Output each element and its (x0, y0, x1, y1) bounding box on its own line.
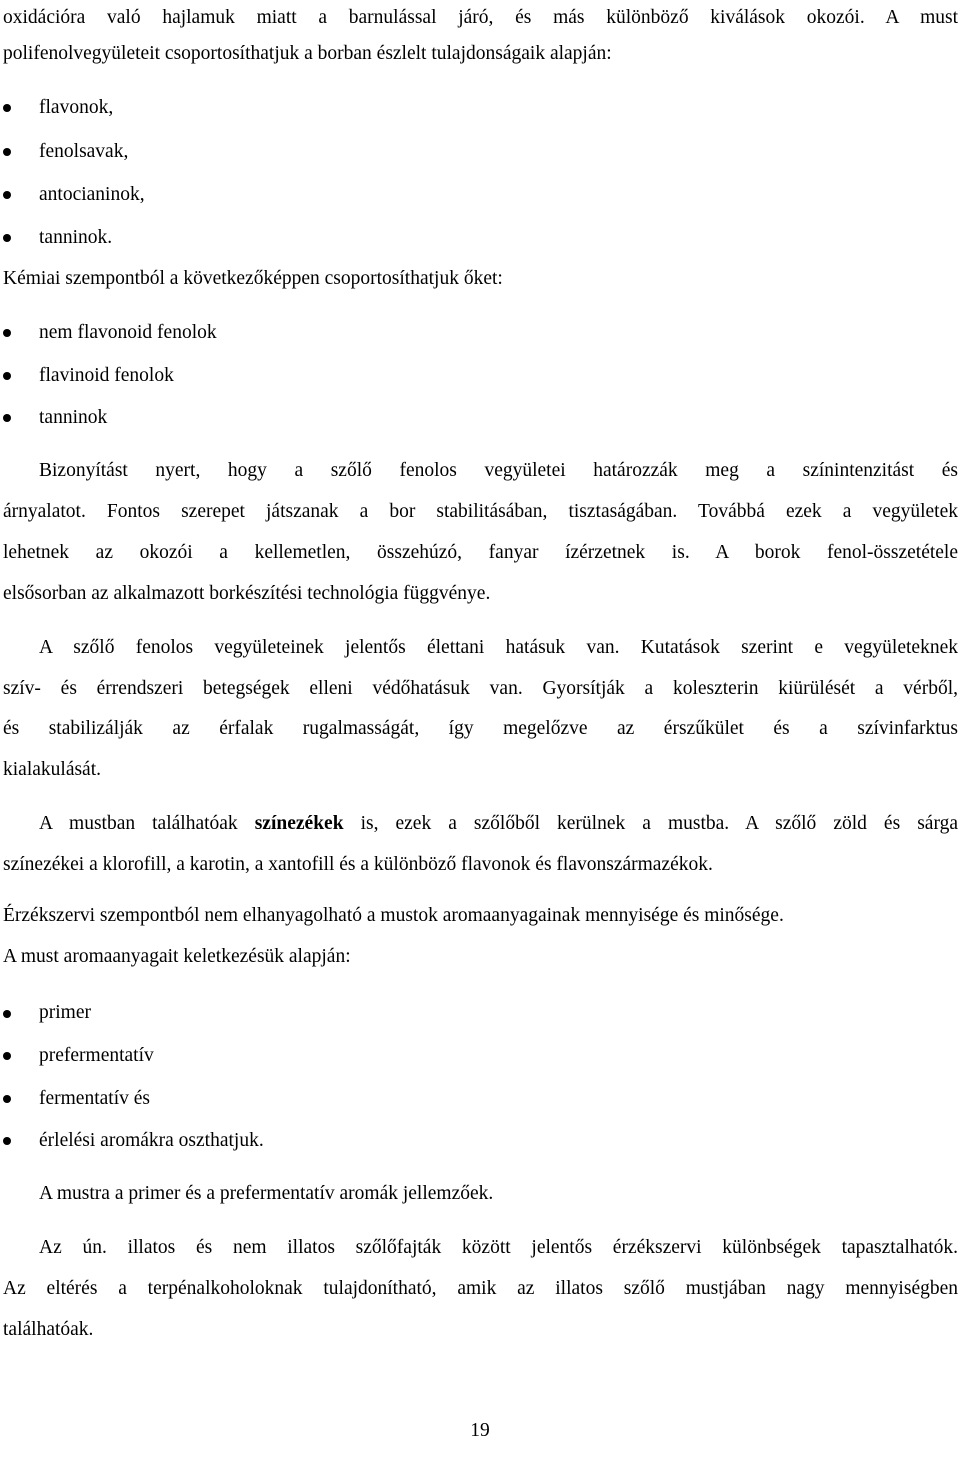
paragraph-line: oxidációra való hajlamuk miatt a barnulással járó, és más különböző kiválások okozói. A must (3, 7, 958, 28)
bold-term: színezékek (254, 813, 344, 834)
paragraph-line: és stabilizálják az érfalak rugalmasságát, így megelőzve az érszűkület és a szívinfarktus (3, 718, 958, 739)
bullet-icon (3, 148, 11, 156)
paragraph-line: Kémiai szempontból a következőképpen csoportosíthatjuk őket: (3, 268, 503, 289)
bullet-icon (3, 1010, 11, 1018)
bullet-icon (3, 329, 11, 337)
bullet-icon (3, 414, 11, 422)
paragraph-line: A mustban találhatóak színezékek is, ezek a szőlőből kerülnek a mustba. A szőlő zöld és sárga (39, 813, 958, 834)
paragraph-line: árnyalatot. Fontos szerepet játszanak a bor stabilitásában, tisztaságában. Továbbá ezek a vegyületek (3, 501, 958, 522)
paragraph-line: színezékei a klorofill, a karotin, a xantofill és a különböző flavonok és flavonszármazékok. (3, 854, 713, 875)
paragraph-line: elsősorban az alkalmazott borkészítési technológia függvénye. (3, 583, 491, 604)
bullet-icon (3, 104, 11, 112)
page-number: 19 (470, 1420, 490, 1441)
paragraph-line: találhatóak. (3, 1319, 94, 1340)
paragraph-line: A szőlő fenolos vegyületeinek jelentős élettani hatásuk van. Kutatások szerint e vegyületeknek (39, 637, 958, 658)
paragraph-line: Érzékszervi szempontból nem elhanyagolható a mustok aromaanyagainak mennyisége és minősége. (3, 905, 784, 926)
paragraph-line: A mustra a primer és a prefermentatív aromák jellemzőek. (39, 1183, 494, 1204)
paragraph-line: kialakulását. (3, 759, 102, 780)
bullet-icon (3, 1095, 11, 1103)
paragraph-line: lehetnek az okozói a kellemetlen, összehúzó, fanyar ízérzetnek is. A borok fenol-összetétele (3, 542, 958, 563)
paragraph-line: Az ún. illatos és nem illatos szőlőfajták között jelentős érzékszervi különbségek tapasztalhatók. (39, 1237, 958, 1258)
bullet-icon (3, 1137, 11, 1145)
bullet-icon (3, 1052, 11, 1060)
paragraph-line: szív- és érrendszeri betegségek elleni védőhatásuk van. Gyorsítják a koleszterin kiürülését a vérből, (3, 678, 958, 699)
bullet-icon (3, 234, 11, 242)
paragraph-line: Az eltérés a terpénalkoholoknak tulajdonítható, amik az illatos szőlő mustjában nagy mennyiségben (3, 1278, 958, 1299)
paragraph-line: A must aromaanyagait keletkezésük alapján: (3, 946, 351, 967)
paragraph-line: Bizonyítást nyert, hogy a szőlő fenolos vegyületei határozzák meg a színintenzitást és (39, 460, 958, 481)
paragraph-line: polifenolvegyületeit csoportosíthatjuk a borban észlelt tulajdonságaik alapján: (3, 43, 612, 64)
bullet-icon (3, 372, 11, 380)
bullet-icon (3, 191, 11, 199)
